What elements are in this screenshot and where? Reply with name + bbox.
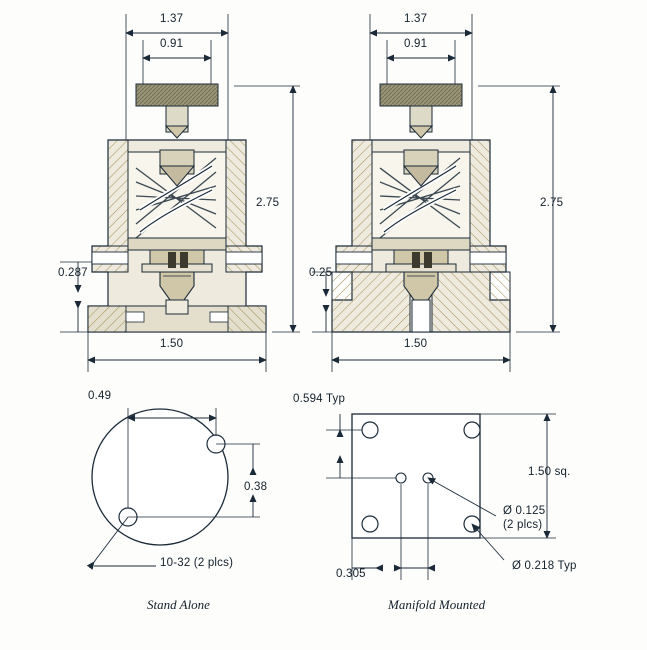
dim-sa-port-height: 0.287 — [58, 267, 88, 279]
dim-sa-stem-width: 0.91 — [160, 38, 184, 50]
dim-sa-height: 2.75 — [256, 197, 280, 209]
note-sab-thread: 10-32 (2 plcs) — [160, 557, 234, 569]
dim-mm-top-width: 1.37 — [404, 13, 428, 25]
dim-mm-height: 2.75 — [540, 197, 564, 209]
caption-stand-alone: Stand Alone — [147, 597, 210, 612]
note-mmb-small-hole-qty: (2 plcs) — [503, 519, 543, 531]
stand-alone-section-view — [60, 14, 300, 372]
dim-mm-port-height: 0.25 — [309, 267, 333, 279]
dim-sa-base-width: 1.50 — [160, 338, 184, 350]
caption-manifold-mounted: Manifold Mounted — [388, 597, 486, 612]
dim-mmb-square: 1.50 sq. — [528, 466, 571, 478]
dim-mm-stem-width: 0.91 — [404, 38, 428, 50]
dim-sab-hole-spacing: 0.38 — [244, 481, 268, 493]
dim-mmb-small-hole: Ø 0.125 — [503, 505, 546, 517]
dim-sa-top-width: 1.37 — [160, 13, 184, 25]
manifold-section-view — [312, 14, 560, 372]
dim-mmb-large-hole: Ø 0.218 Typ — [512, 560, 577, 572]
manifold-bottom-view — [326, 414, 556, 580]
dim-mmb-row-spacing: 0.594 Typ — [293, 393, 346, 405]
stand-alone-bottom-view — [92, 408, 260, 566]
dim-mm-base-width: 1.50 — [404, 338, 428, 350]
dim-mmb-col-offset: 0.305 — [336, 568, 366, 580]
dim-sab-hole-offset: 0.49 — [88, 390, 112, 402]
